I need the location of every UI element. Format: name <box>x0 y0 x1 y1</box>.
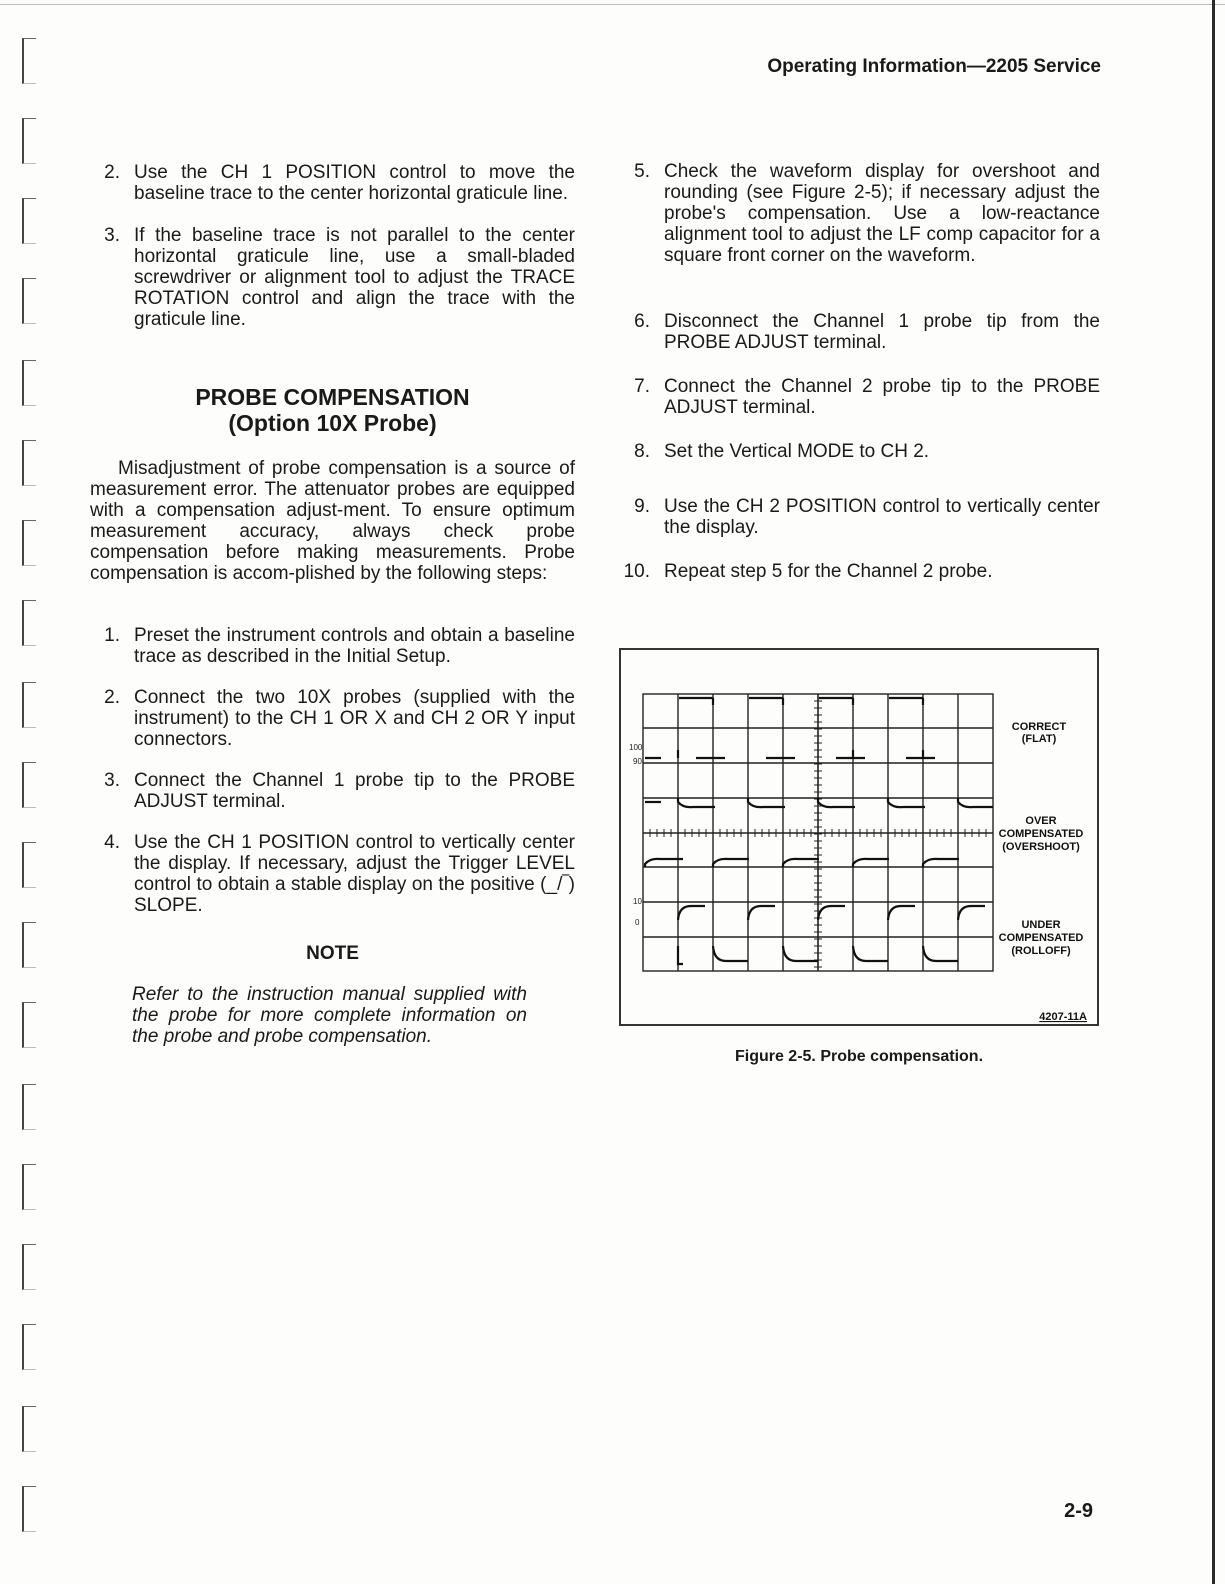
step-number: 4. <box>104 832 120 853</box>
list-item <box>620 441 1100 462</box>
intro-paragraph <box>90 458 575 584</box>
step-text: Set the Vertical MODE to CH 2. <box>664 441 930 462</box>
step-number: 9. <box>634 496 650 517</box>
step-text: Connect the Channel 2 probe tip to the PROBE ADJUST terminal. <box>664 376 1100 418</box>
step-number: 6. <box>634 311 650 332</box>
step-number: 1. <box>104 625 120 646</box>
scale-100: 100 <box>629 743 643 752</box>
step-text: Use the CH 1 POSITION control to move the baseline trace to the center horizontal graticule line. <box>134 162 575 204</box>
label-over-compensated: COMPENSATED <box>998 828 1084 840</box>
right-column-step-6 <box>620 311 1100 353</box>
note-block <box>90 943 575 1047</box>
list-item <box>90 770 575 812</box>
step-text: Preset the instrument controls and obtain a baseline trace as described in the Initial Setup. <box>134 625 575 667</box>
label-flat: (FLAT) <box>1021 733 1057 745</box>
step-number: 5. <box>634 161 650 182</box>
label-rolloff: (ROLLOFF) <box>1011 945 1071 957</box>
figure-id: 4207-11A <box>1039 1011 1087 1023</box>
scale-90: 90 <box>633 757 642 766</box>
step-text: Check the waveform display for overshoot and rounding (see Figure 2-5); if necessary adjust the probe's compensation. Use a low-reactance alignment tool to adjust the LF comp capacitor for a square front corner on the waveform. <box>664 161 1100 266</box>
list-item <box>620 561 1100 582</box>
label-overshoot: (OVERSHOOT) <box>1002 841 1080 853</box>
step-text: Disconnect the Channel 1 probe tip from the PROBE ADJUST terminal. <box>664 311 1100 353</box>
step-text: Repeat step 5 for the Channel 2 probe. <box>664 561 993 582</box>
right-column <box>620 161 1100 266</box>
figure-caption: Figure 2-5. Probe compensation. <box>734 1048 984 1065</box>
running-header: Operating Information—2205 Service <box>767 56 1101 77</box>
step-number: 2. <box>104 162 120 183</box>
procedure-steps <box>90 625 575 916</box>
list-item <box>90 625 575 667</box>
step-text: Use the CH 2 POSITION control to vertically center the display. <box>664 496 1100 538</box>
waveform-labels <box>999 721 1084 957</box>
rolloff-waveform <box>678 906 985 964</box>
list-item <box>620 376 1100 418</box>
right-column-step-8 <box>620 441 1100 462</box>
label-correct: CORRECT <box>1011 721 1067 733</box>
step-number: 8. <box>634 441 650 462</box>
step-text: Connect the two 10X probes (supplied with the instrument) to the CH 1 OR X and CH 2 OR Y input connectors. <box>134 687 575 750</box>
list-item <box>90 162 575 204</box>
list-item <box>90 687 575 750</box>
step-number: 2. <box>104 687 120 708</box>
label-under-compensated: COMPENSATED <box>998 932 1084 944</box>
list-item <box>90 225 575 330</box>
right-column-step-7 <box>620 376 1100 418</box>
note-title: NOTE <box>306 943 359 964</box>
page-number: 2-9 <box>1064 1500 1093 1522</box>
step-number: 7. <box>634 376 650 397</box>
section-heading-line2: (Option 10X Probe) <box>228 410 437 436</box>
graticule-scale-labels <box>629 743 643 927</box>
label-under: UNDER <box>1021 919 1061 931</box>
left-column <box>90 162 575 330</box>
step-number: 3. <box>104 225 120 246</box>
list-item <box>620 161 1100 266</box>
section-heading-line1: PROBE COMPENSATION <box>195 384 470 410</box>
right-column-step-9 <box>620 496 1100 538</box>
step-text: Use the CH 1 POSITION control to vertically center the display. If necessary, adjust the Trigger LEVEL control to obtain a stable display on the positive (_/‾) SLOPE. <box>134 832 575 916</box>
step-text: If the baseline trace is not parallel to the center horizontal graticule line, use a small-bladed screwdriver or alignment tool to adjust the TRACE ROTATION control and align the trace with the graticule line. <box>134 225 575 330</box>
step-number: 10. <box>623 561 650 582</box>
page-right-edge <box>1212 0 1215 1584</box>
step-number: 3. <box>104 770 120 791</box>
list-item <box>620 311 1100 353</box>
right-column-step-10 <box>620 561 1100 582</box>
scale-0: 0 <box>635 918 640 927</box>
note-body: Refer to the instruction manual supplied with the probe for more complete information on the probe and probe compensation. <box>132 984 527 1047</box>
step-text: Connect the Channel 1 probe tip to the PROBE ADJUST terminal. <box>134 770 575 812</box>
list-item <box>90 832 575 916</box>
list-item <box>620 496 1100 538</box>
page-top-edge <box>0 4 1225 5</box>
figure-2-5 <box>619 648 1099 1026</box>
scale-10: 10 <box>633 897 642 906</box>
intro-text: Misadjustment of probe compensation is a source of measurement error. The attenuator probes are equipped with a compensation adjust-ment. To ensure optimum measurement accuracy, always check probe compensation before making measurements. Probe compensation is accom-plished by the following steps: <box>90 458 575 584</box>
graticule-illustration <box>621 650 1097 1024</box>
label-over: OVER <box>1025 815 1057 827</box>
section-heading <box>90 384 575 436</box>
